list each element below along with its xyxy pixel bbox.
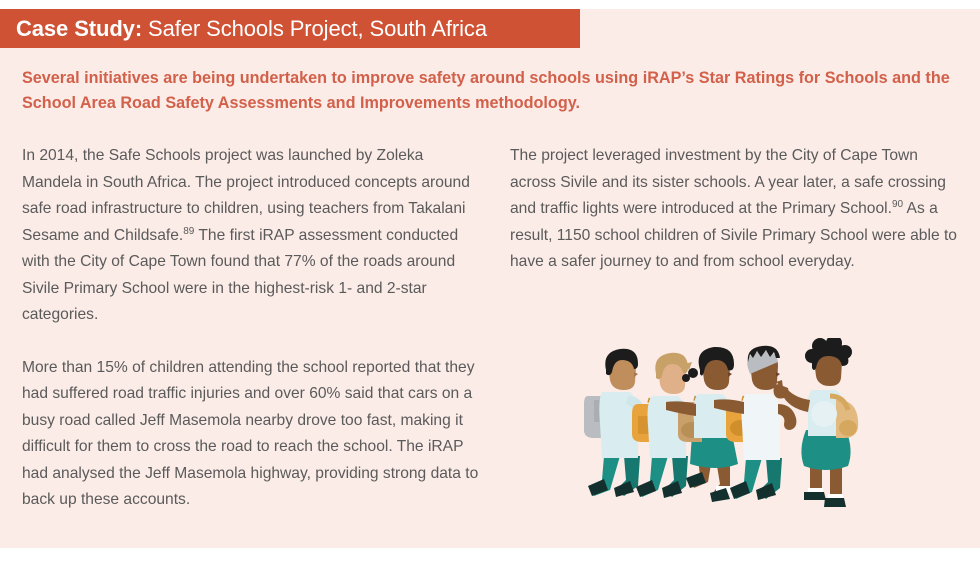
- banner-title: [16, 16, 487, 42]
- left-paragraph-1-part-b: The first iRAP assessment conducted with the City of Cape Town found that 77% of the roads around Sivile Primary School were in the highest-risk 1- and 2-star categories.: [22, 226, 459, 323]
- left-paragraph-2: More than 15% of children attending the school reported that they had suffered road traffic injuries and over 60% said that cars on a busy road called Jeff Masemola nearby drove too fast, making it difficult for them to cross the road to reach the school. The iRAP had analysed the Jeff Masemola highway, providing strong data to back up these accounts.: [22, 358, 479, 508]
- school-children-illustration: [580, 338, 910, 528]
- left-paragraph-1: [22, 143, 480, 329]
- right-paragraph-1: [510, 143, 968, 276]
- footnote-ref-90: 90: [891, 198, 904, 210]
- left-paragraph-1-part-a: In 2014, the Safe Schools project was launched by Zoleka Mandela in South Africa. The project introduced concepts around safe road infrastructure to children, using teachers from Takalani Sesame and Childsafe.: [22, 147, 470, 244]
- case-study-banner: [0, 9, 580, 48]
- school-children-svg: [580, 338, 910, 528]
- case-study-subtitle: Several initiatives are being undertaken to improve safety around schools using iRAP’s Star Ratings for Schools and the School Area Road Safety Assessments and Improvements methodology.: [22, 69, 950, 112]
- right-paragraph-1-part-a: The project leveraged investment by the City of Cape Town across Sivile and its sister schools. A year later, a safe crossing and traffic lights were introduced at the Primary School.: [510, 147, 946, 217]
- banner-title-rest: Safer Schools Project, South Africa: [142, 15, 487, 41]
- right-paragraph-1-part-b: As a result, 1150 school children of Sivile Primary School were able to have a safer journey to and from school everyday.: [510, 200, 957, 270]
- left-text-column: [22, 143, 480, 514]
- right-text-column: [510, 143, 968, 276]
- footnote-ref-89: 89: [183, 225, 195, 237]
- banner-title-lead: Case Study:: [16, 15, 143, 41]
